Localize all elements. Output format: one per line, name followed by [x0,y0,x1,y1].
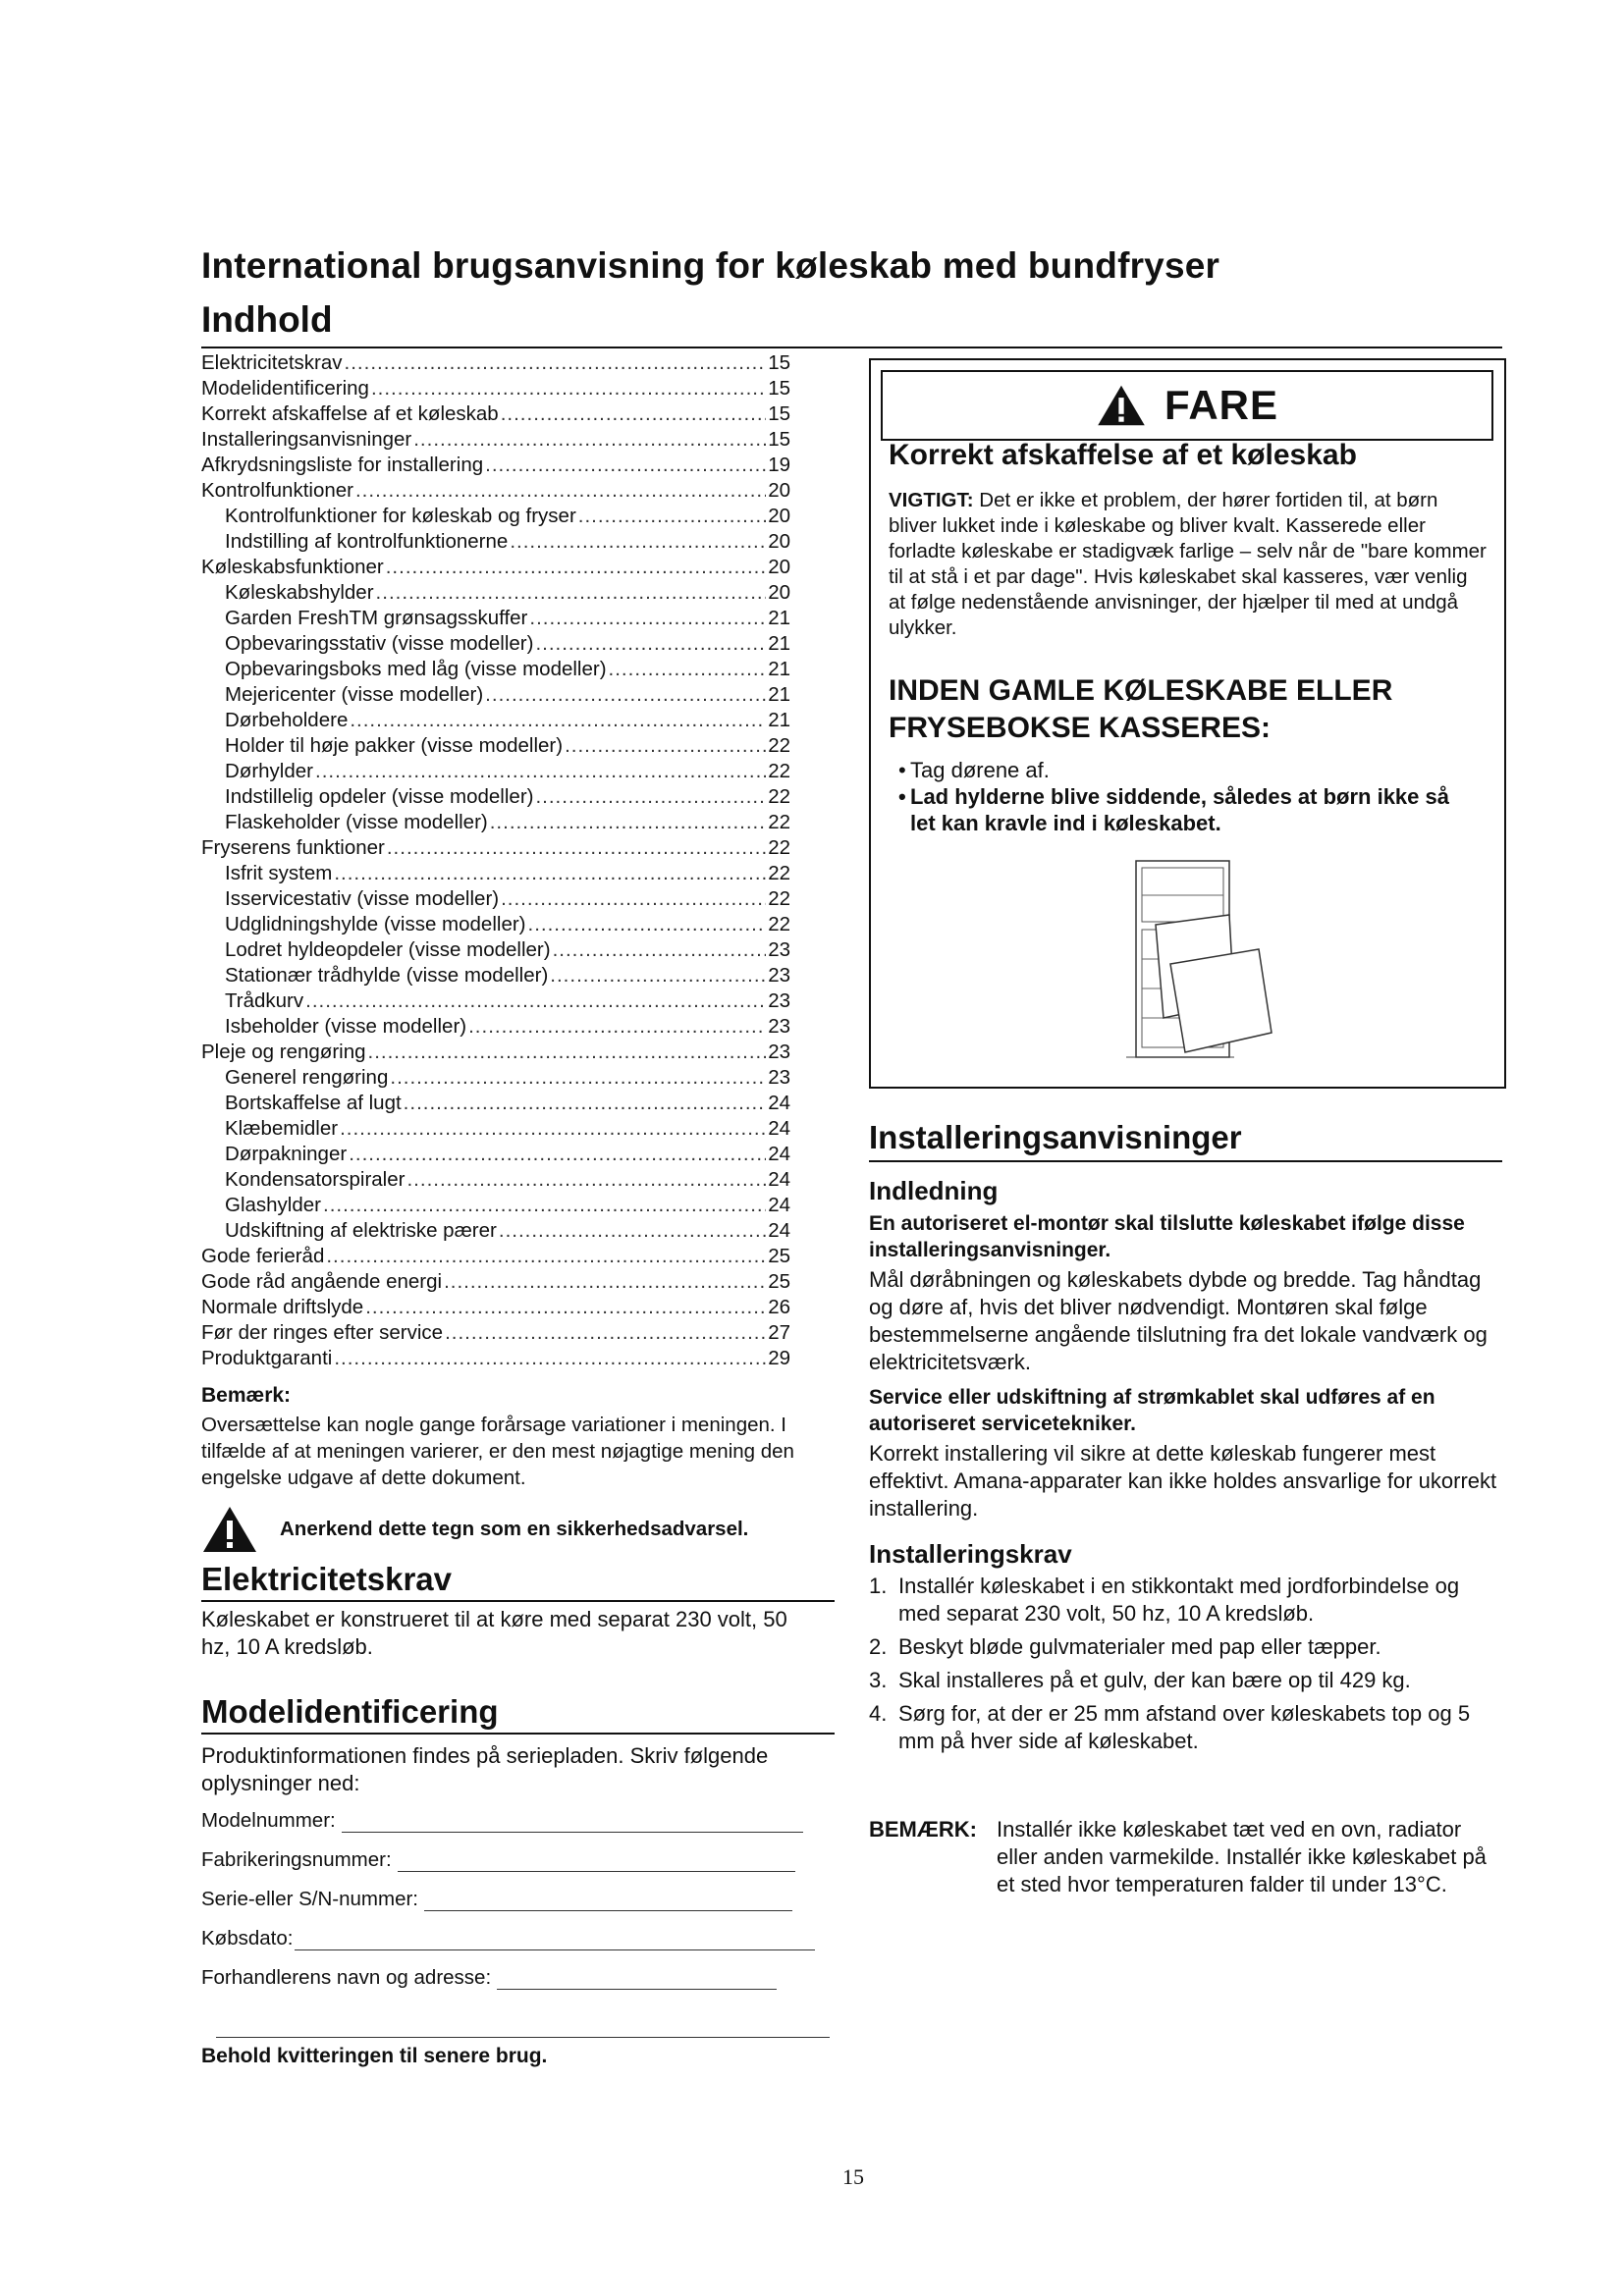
toc-entry [201,1269,790,1295]
toc-entry [201,1346,790,1371]
toc-entry-page: 20 [768,581,790,604]
form-field-purchase-date[interactable] [201,1927,815,1950]
toc-leader-dots [305,988,766,1014]
form-field-dealer-extra-line[interactable] [216,2037,830,2038]
toc-entry [201,453,790,478]
model-rule [201,1733,835,1735]
model-heading: Modelidentificering [201,1693,499,1730]
toc-entry-label: Afkrydsningsliste for installering [201,454,484,476]
toc-entry-page: 22 [768,734,790,757]
toc-entry-label: Udskiftning af elektriske pærer [225,1219,497,1242]
form-field-label: Modelnummer: [201,1809,336,1832]
toc-entry-page: 22 [768,913,790,935]
safety-alert-line [201,1505,748,1554]
toc-entry-page: 22 [768,862,790,884]
toc-entry-page: 20 [768,479,790,502]
toc-entry-label: Klæbemidler [225,1117,339,1140]
toc-leader-dots [510,529,766,555]
toc-leader-dots [365,1295,766,1320]
toc-entry [201,1320,790,1346]
toc-entry-page: 24 [768,1219,790,1242]
toc-entry-label: Køleskabsfunktioner [201,556,384,578]
toc-entry [201,631,790,657]
toc-entry [201,350,790,376]
toc-leader-dots [528,912,767,937]
bullet-text: Tag dørene af. [910,758,1050,782]
toc-leader-dots [529,606,766,631]
toc-leader-dots [326,1244,766,1269]
toc-leader-dots [550,963,766,988]
toc-leader-dots [445,1320,766,1346]
toc-leader-dots [386,555,766,580]
safety-alert-text: Anerkend dette tegn som en sikkerhedsadvarsel. [280,1518,749,1540]
toc-entry-page: 15 [768,377,790,400]
toc-entry-label: Isfrit system [225,862,333,884]
note-heading: Bemærk: [201,1384,292,1407]
toc-entry-page: 22 [768,887,790,910]
toc-entry [201,1091,790,1116]
toc-entry-page: 19 [768,454,790,476]
toc-leader-dots [490,810,766,835]
toc-entry-page: 21 [768,607,790,629]
toc-leader-dots [485,682,766,708]
toc-entry-label: Kontrolfunktioner for køleskab og fryser [225,505,576,527]
toc-entry [201,606,790,631]
toc-entry-label: Indstilling af kontrolfunktionerne [225,530,509,553]
intro-heading: Indledning [869,1176,999,1205]
toc-entry-page: 22 [768,836,790,859]
toc-entry [201,1244,790,1269]
toc-entry-page: 20 [768,505,790,527]
toc-entry-page: 24 [768,1143,790,1165]
toc-entry-page: 23 [768,1066,790,1089]
toc-entry-page: 23 [768,989,790,1012]
toc-entry-label: Isservicestativ (visse modeller) [225,887,500,910]
toc-leader-dots [444,1269,766,1295]
page-number: 15 [842,2164,864,2189]
toc-entry-page: 20 [768,556,790,578]
toc-leader-dots [371,376,766,401]
toc-leader-dots [578,504,766,529]
toc-entry-label: Garden FreshTM grønsagsskuffer [225,607,528,629]
important-label: VIGTIGT: [889,489,974,511]
toc-entry [201,937,790,963]
install-note-label: BEMÆRK: [869,1817,977,1842]
toc-entry-label: Dørhylder [225,760,313,782]
toc-entry-label: Køleskabshylder [225,581,374,604]
list-item: 4. Sørg for, at der er 25 mm afstand over køleskabets top og 5 mm på hver side af køleskabet. [869,1701,1471,1753]
toc-leader-dots [323,1193,766,1218]
install-bold-1: En autoriseret el-montør skal tilslutte køleskabet ifølge disse installeringsanvisninger. [869,1212,1465,1261]
toc-entry-page: 25 [768,1270,790,1293]
install-heading: Installeringsanvisninger [869,1119,1242,1155]
toc-leader-dots [334,1346,766,1371]
install-paragraph-2: Korrekt installering vil sikre at dette køleskab fungerer mest effektivt. Amana-apparater kan ikke holdes ansvarlige for ukorrekt installering. [869,1441,1497,1521]
toc-leader-dots [355,478,766,504]
toc-entry [201,963,790,988]
toc-entry-label: Generel rengøring [225,1066,389,1089]
table-of-contents [201,350,790,1371]
toc-entry-label: Glashylder [225,1194,321,1216]
list-item: 2. Beskyt bløde gulvmaterialer med pap eller tæpper. [869,1634,1381,1659]
toc-leader-dots [609,657,767,682]
toc-entry-label: Holder til høje pakker (visse modeller) [225,734,564,757]
toc-entry-label: Gode råd angående energi [201,1270,443,1293]
toc-entry-label: Kontrolfunktioner [201,479,353,502]
note-text: Oversættelse kan nogle gange forårsage variationer i meningen. I tilfælde af at meningen varierer, er den mest nøjagtige mening den engelske udgave af dette dokument. [201,1414,794,1489]
toc-entry-label: Installeringsanvisninger [201,428,412,451]
toc-entry-label: Mejericenter (visse modeller) [225,683,484,706]
bullet-keep-shelves: • Lad hylderne blive siddende, således at børn ikke så let kan kravle ind i køleskabet. [898,784,1449,835]
bullet-text: Lad hylderne blive siddende, således at børn ikke så let kan kravle ind i køleskabet. [910,784,1449,835]
toc-entry [201,1116,790,1142]
install-rule [869,1160,1502,1162]
toc-entry [201,427,790,453]
toc-entry [201,988,790,1014]
toc-leader-dots [501,401,766,427]
model-intro: Produktinformationen findes på seriepladen. Skriv følgende oplysninger ned: [201,1743,769,1795]
document-title: International brugsanvisning for køleskab med bundfryser [201,245,1220,286]
form-field-serial-number[interactable] [201,1888,792,1911]
warning-triangle-icon [201,1505,258,1554]
requirements-list [869,1573,1497,1761]
toc-entry-label: Gode ferieråd [201,1245,325,1267]
toc-entry-label: Modelidentificering [201,377,369,400]
toc-entry [201,1295,790,1320]
toc-leader-dots [501,886,766,912]
important-paragraph [889,488,1488,641]
install-paragraph-1: Mål døråbningen og køleskabets dybde og bredde. Tag håndtag og døre af, hvis det bliver nødvendigt. Montøren skal følge bestemmelserne angående tilslutning fra det lokale vandværk og elektricitetsværk. [869,1267,1488,1374]
toc-entry [201,810,790,835]
toc-entry-label: Indstillelig opdeler (visse modeller) [225,785,534,808]
toc-entry-label: Kondensatorspiraler [225,1168,406,1191]
toc-entry-page: 20 [768,530,790,553]
toc-entry-page: 23 [768,1041,790,1063]
toc-entry-label: Korrekt afskaffelse af et køleskab [201,402,499,425]
toc-leader-dots [387,835,766,861]
toc-entry [201,682,790,708]
toc-entry-page: 26 [768,1296,790,1318]
toc-leader-dots [468,1014,766,1040]
toc-entry-page: 21 [768,683,790,706]
toc-entry-page: 29 [768,1347,790,1369]
toc-leader-dots [499,1218,766,1244]
toc-entry [201,1065,790,1091]
disposal-heading: Korrekt afskaffelse af et køleskab [889,439,1357,471]
toc-entry [201,733,790,759]
install-bold-2: Service eller udskiftning af strømkablet skal udføres af en autoriseret servicetekniker. [869,1386,1435,1435]
toc-entry-page: 22 [768,760,790,782]
danger-banner [881,370,1493,441]
toc-entry-label: Udglidningshylde (visse modeller) [225,913,526,935]
toc-entry [201,886,790,912]
toc-entry-page: 24 [768,1092,790,1114]
toc-entry [201,912,790,937]
toc-entry-page: 15 [768,351,790,374]
toc-entry-page: 24 [768,1194,790,1216]
toc-entry [201,759,790,784]
toc-entry [201,478,790,504]
bullet-remove-doors: • Tag dørene af. [898,758,1050,782]
form-field-label: Fabrikeringsnummer: [201,1848,392,1871]
toc-entry [201,784,790,810]
toc-leader-dots [565,733,766,759]
toc-leader-dots [334,861,766,886]
install-note [869,1816,1497,1898]
toc-entry-page: 21 [768,709,790,731]
toc-entry [201,1167,790,1193]
form-field-label: Forhandlerens navn og adresse: [201,1966,492,1989]
warning-triangle-icon [1096,384,1147,427]
toc-entry-page: 25 [768,1245,790,1267]
toc-entry-label: Flaskeholder (visse modeller) [225,811,488,833]
toc-entry [201,529,790,555]
toc-entry [201,835,790,861]
danger-box [869,358,1506,1089]
toc-leader-dots [535,784,766,810]
toc-entry-label: Opbevaringsboks med låg (visse modeller) [225,658,607,680]
index-heading: Indhold [201,299,333,340]
toc-entry-page: 21 [768,632,790,655]
toc-entry-page: 23 [768,938,790,961]
keep-receipt-text: Behold kvitteringen til senere brug. [201,2045,548,2067]
toc-entry-page: 23 [768,1015,790,1038]
toc-entry-label: Elektricitetskrav [201,351,343,374]
toc-entry-label: Dørpakninger [225,1143,348,1165]
toc-entry [201,376,790,401]
toc-leader-dots [340,1116,766,1142]
toc-leader-dots [535,631,766,657]
toc-entry [201,708,790,733]
form-field-manufacturing-number[interactable] [201,1848,795,1872]
toc-entry [201,580,790,606]
toc-entry-label: Produktgaranti [201,1347,333,1369]
toc-entry-label: Fryserens funktioner [201,836,385,859]
toc-entry [201,1193,790,1218]
form-field-label: Købsdato: [201,1927,294,1949]
toc-leader-dots [390,1065,766,1091]
important-text: Det er ikke et problem, der hører fortiden til, at børn bliver lukket inde i køleskabe og bliver kvalt. Kasserede eller forladte køleskabe er stadigvæk farlige – selv når de "bare kommer til at stå i et par dage". Hvis køleskabet skal kasseres, vær venlig at følge nedenstående anvisninger, der hjælper til med at undgå ulykker. [889,489,1487,639]
install-note-text: Installér ikke køleskabet tæt ved en ovn, radiator eller anden varmekilde. Installér ikke køleskabet på et sted hvor temperaturen falder til under 13°C. [997,1817,1487,1896]
danger-label: FARE [1164,382,1278,428]
toc-entry [201,401,790,427]
toc-entry [201,1040,790,1065]
toc-entry-label: Normale driftslyde [201,1296,364,1318]
toc-entry [201,1142,790,1167]
toc-entry-label: Pleje og rengøring [201,1041,366,1063]
toc-entry-label: Isbeholder (visse modeller) [225,1015,467,1038]
toc-entry-label: Bortskaffelse af lugt [225,1092,402,1114]
toc-entry-page: 23 [768,964,790,987]
index-rule [201,347,1502,348]
toc-entry-label: Dørbeholdere [225,709,349,731]
toc-entry-label: Trådkurv [225,989,304,1012]
toc-entry [201,1218,790,1244]
toc-entry-page: 15 [768,402,790,425]
electricity-text: Køleskabet er konstrueret til at køre med separat 230 volt, 50 hz, 10 A kredsløb. [201,1607,787,1659]
toc-leader-dots [485,453,766,478]
toc-entry-page: 24 [768,1168,790,1191]
electricity-rule [201,1600,835,1602]
toc-entry-label: Opbevaringsstativ (visse modeller) [225,632,534,655]
toc-entry-page: 24 [768,1117,790,1140]
toc-entry [201,657,790,682]
toc-entry-page: 27 [768,1321,790,1344]
list-item: 3. Skal installeres på et gulv, der kan bære op til 429 kg. [869,1668,1411,1692]
toc-entry-page: 22 [768,785,790,808]
toc-leader-dots [404,1091,767,1116]
toc-entry-label: Lodret hyldeopdeler (visse modeller) [225,938,551,961]
toc-leader-dots [315,759,766,784]
toc-leader-dots [553,937,767,963]
toc-entry-page: 15 [768,428,790,451]
toc-entry [201,861,790,886]
toc-leader-dots [345,350,767,376]
list-item: 1. Installér køleskabet i en stikkontakt med jordforbindelse og med separat 230 volt, 50 hz, 10 A kredsløb. [869,1574,1460,1626]
requirements-heading: Installeringskrav [869,1539,1072,1569]
toc-leader-dots [350,708,766,733]
toc-entry-page: 21 [768,658,790,680]
toc-entry [201,555,790,580]
toc-entry-page: 22 [768,811,790,833]
form-field-model-number[interactable] [201,1809,803,1833]
form-field-label: Serie-eller S/N-nummer: [201,1888,418,1910]
toc-entry-label: Før der ringes efter service [201,1321,444,1344]
caps-warning-heading: INDEN GAMLE KØLESKABE ELLER FRYSEBOKSE KASSERES: [889,674,1393,744]
toc-leader-dots [406,1167,766,1193]
toc-leader-dots [376,580,767,606]
toc-entry-label: Stationær trådhylde (visse modeller) [225,964,549,987]
toc-entry [201,504,790,529]
toc-entry [201,1014,790,1040]
refrigerator-illustration [1097,856,1283,1067]
toc-leader-dots [413,427,766,453]
toc-leader-dots [349,1142,766,1167]
toc-leader-dots [368,1040,767,1065]
form-field-dealer[interactable] [201,1966,777,1990]
electricity-heading: Elektricitetskrav [201,1561,452,1597]
